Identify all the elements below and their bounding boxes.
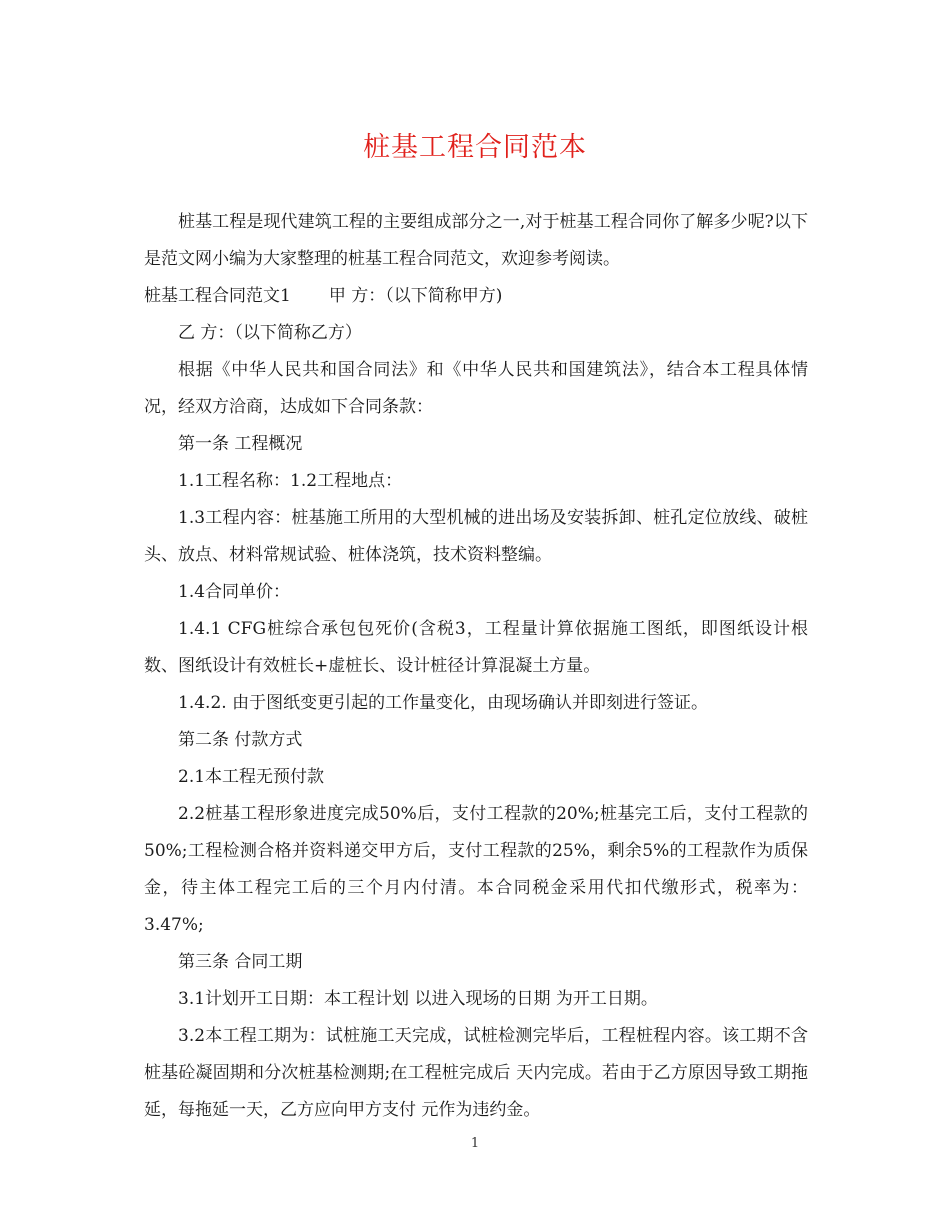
intro-paragraph: 桩基工程是现代建筑工程的主要组成部分之一,对于桩基工程合同你了解多少呢?以下是范文网小编为大家整理的桩基工程合同范文，欢迎参考阅读。 bbox=[144, 212, 808, 269]
clause-1-3: 1.3工程内容：桩基施工所用的大型机械的进出场及安装拆卸、桩孔定位放线、破桩头、放点、材料常规试验、桩体浇筑，技术资料整编。 bbox=[144, 508, 808, 565]
party-b-line: 乙 方：（以下简称乙方） bbox=[178, 323, 362, 343]
clause-1-4-1: 1.4.1 CFG桩综合承包包死价(含税3，工程量计算依据施工图纸，即图纸设计根数、图纸设计有效桩长+虚桩长、设计桩径计算混凝土方量。 bbox=[144, 619, 808, 676]
document-body bbox=[144, 204, 808, 1129]
document-title: 桩基工程合同范本 bbox=[363, 132, 587, 163]
sample-heading-line bbox=[144, 278, 808, 315]
clause-1-1: 1.1工程名称：1.2工程地点： bbox=[178, 471, 403, 491]
page-number: 1 bbox=[470, 1136, 480, 1151]
clause-2-1: 2.1本工程无预付款 bbox=[178, 767, 325, 787]
clause-3-1: 3.1计划开工日期：本工程计划 以进入现场的日期 为开工日期。 bbox=[178, 989, 658, 1009]
legal-basis-paragraph: 根据《中华人民共和国合同法》和《中华人民共和国建筑法》，结合本工程具体情况，经双方洽商，达成如下合同条款： bbox=[144, 360, 808, 417]
clause-1-4: 1.4合同单价： bbox=[178, 582, 291, 602]
clause-3-2: 3.2本工程工期为：试桩施工天完成，试桩检测完毕后，工程桩程内容。该工期不含桩基砼凝固期和分次桩基检测期;在工程桩完成后 天内完成。若由于乙方原因导致工期拖延，每拖延一天，乙方应向甲方支付 元作为违约金。 bbox=[144, 1026, 808, 1120]
article-1-heading: 第一条 工程概况 bbox=[178, 434, 303, 454]
clause-2-2: 2.2桩基工程形象进度完成50%后，支付工程款的20%;桩基完工后，支付工程款的50%;工程检测合格并资料递交甲方后，支付工程款的25%，剩余5%的工程款作为质保金，待主体工程完工后的三个月内付清。本合同税金采用代扣代缴形式，税率为：3.47%; bbox=[144, 804, 808, 935]
article-3-heading: 第三条 合同工期 bbox=[178, 952, 303, 972]
party-a-line: 甲 方：（以下简称甲方) bbox=[328, 286, 503, 306]
article-2-heading: 第二条 付款方式 bbox=[178, 730, 303, 750]
sample-heading: 桩基工程合同范文1 bbox=[144, 286, 291, 306]
clause-1-4-2: 1.4.2. 由于图纸变更引起的工作量变化，由现场确认并即刻进行签证。 bbox=[178, 693, 709, 713]
